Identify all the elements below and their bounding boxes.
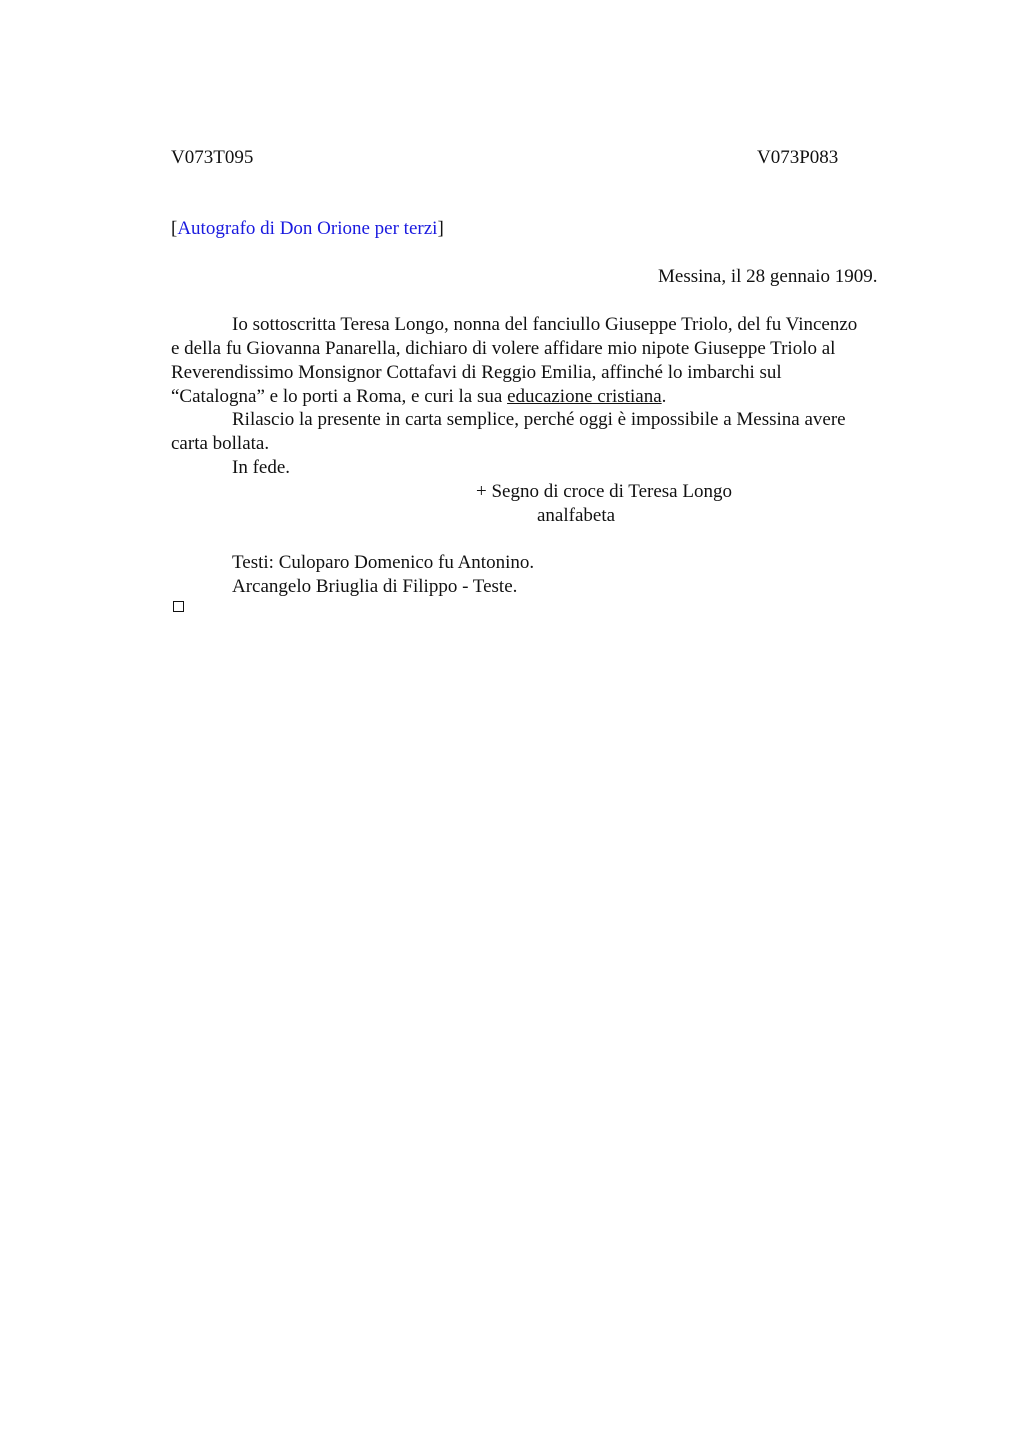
paragraph-1-line-1: Io sottoscritta Teresa Longo, nonna del fanciullo Giuseppe Triolo, del fu Vincenzo [232,314,858,335]
paragraph-1-line-4-end: . [661,386,667,407]
witness-line-1: Testi: Culoparo Domenico fu Antonino. [232,552,535,573]
witness-line-2: Arcangelo Briuglia di Filippo - Teste. [232,576,518,597]
paragraph-1-line-2: e della fu Giovanna Panarella, dichiaro di volere affidare mio nipote Giuseppe Triolo al [171,338,836,359]
document-code-right: V073P083 [757,147,839,168]
paragraph-1-line-3: Reverendissimo Monsignor Cottafavi di Reggio Emilia, affinché lo imbarchi sul [171,362,782,383]
closing-in-fede: In fede. [232,457,291,478]
autograph-link[interactable]: Autografo di Don Orione per terzi [177,218,438,239]
document-code-left: V073T095 [171,147,254,168]
paragraph-2-line-2: carta bollata. [171,433,270,454]
square-outline-icon [173,601,184,612]
underlined-phrase: educazione cristiana [507,386,662,407]
signature-line: + Segno di croce di Teresa Longo [476,481,732,502]
note-close-bracket: ] [437,218,444,239]
paragraph-1-line-4 [171,385,666,409]
paragraph-2-line-1: Rilascio la presente in carta semplice, perché oggi è impossibile a Messina avere [232,409,846,430]
editorial-note [171,217,444,241]
note-open-bracket: [ [171,218,178,239]
signature-qualifier: analfabeta [537,505,616,526]
date-line: Messina, il 28 gennaio 1909. [658,266,878,287]
paragraph-1-line-4-text: “Catalogna” e lo porti a Roma, e curi la sua [171,386,508,407]
